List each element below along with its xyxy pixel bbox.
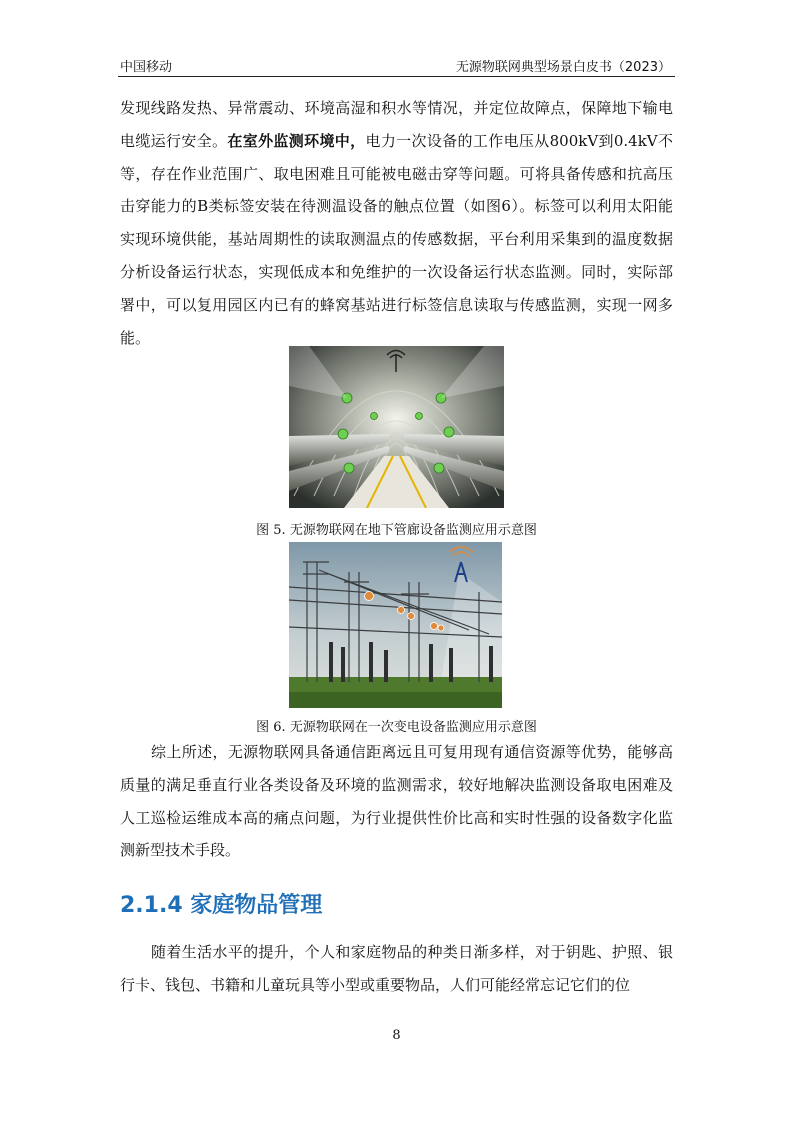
figure-utility-tunnel (289, 346, 504, 508)
section-heading: 2.1.4 家庭物品管理 (120, 893, 323, 918)
paragraph-outdoor-monitoring (120, 92, 673, 354)
header-doc-title: 无源物联网典型场景白皮书（2023） (455, 60, 671, 75)
header-org: 中国移动 (120, 60, 173, 75)
paragraph-text: 电力一次设备的工作电压从800kV到0.4kV不等，存在作业范围广、取电困难且可能被电磁击穿等问题。可将具备传感和抗高压击穿能力的B类标签安装在待测温设备的触点位置（如图6）。标签可以利用太阳能实现环境供能，基站周期性的读取测温点的传感数据，平台利用采集到的温度数据分析设备运行状态，实现低成本和免维护的一次设备运行状态监测。同时，实际部署中，可以复用园区内已有的蜂窝基站进行标签信息读取与传感监测，实现一网多能。 (120, 131, 673, 347)
paragraph-summary: 综上所述，无源物联网具备通信距离远且可复用现有通信资源等优势，能够高质量的满足垂直行业各类设备及环境的监测需求，较好地解决监测设备取电困难及人工巡检运维成本高的痛点问题，为行业提供性价比高和实时性强的设备数字化监测新型技术手段。 (120, 743, 673, 860)
bold-phrase: 在室外监测环境中， (227, 131, 366, 150)
header-divider (118, 76, 675, 77)
paragraph-household-items: 随着生活水平的提升，个人和家庭物品的种类日渐多样，对于钥匙、护照、银行卡、钱包、书籍和儿童玩具等小型或重要物品，人们可能经常忘记它们的位 (120, 943, 673, 994)
page-number: 8 (392, 1028, 401, 1043)
figure-5-caption: 图 5. 无源物联网在地下管廊设备监测应用示意图 (256, 523, 537, 538)
figure-6-caption: 图 6. 无源物联网在一次变电设备监测应用示意图 (256, 720, 537, 735)
figure-substation (289, 542, 502, 708)
paragraph-text: 发现线路发热、异常震动、环境高湿和积水等情况，并定位故障点，保障地下输电电缆运行安全。 (120, 99, 673, 150)
